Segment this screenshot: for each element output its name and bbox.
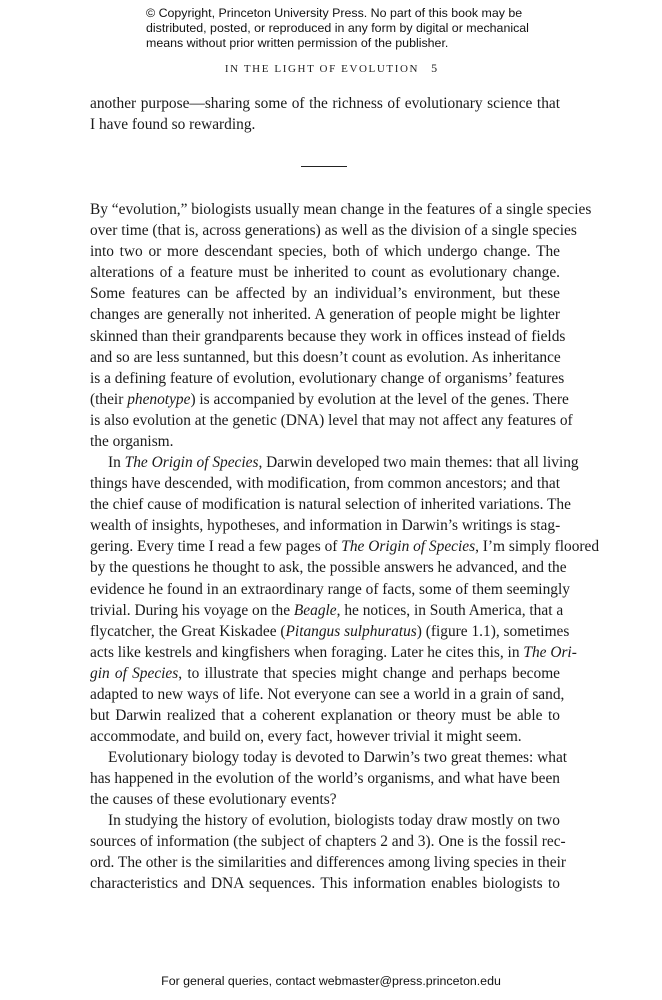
text-line: skinned than their grandparents because they work in offices instead of fields xyxy=(90,327,566,345)
text-line: alterations of a feature must be inherited to count as evolutionary change. xyxy=(90,264,560,282)
paragraph-3 xyxy=(90,747,568,810)
text-line: by the questions he thought to ask, the possible answers he advanced, and the xyxy=(90,559,567,577)
text-line: evidence he found in an extraordinary range of facts, some of them seemingly xyxy=(90,580,570,598)
paragraph-1 xyxy=(90,199,592,452)
text-line: is also evolution at the genetic (DNA) level that may not affect any features of xyxy=(90,411,573,429)
copyright-line: distributed, posted, or reproduced in any form by digital or mechanical xyxy=(146,21,529,35)
copyright-notice xyxy=(146,6,576,51)
copyright-line: © Copyright, Princeton University Press. No part of this book may be xyxy=(146,6,523,20)
intro-paragraph xyxy=(90,93,560,135)
text-line: trivial. During his voyage on the Beagle, he notices, in South America, that a xyxy=(90,601,564,619)
running-head xyxy=(0,61,662,76)
text-line: adapted to new ways of life. Not everyone can see a world in a grain of sand, xyxy=(90,686,565,704)
italic-phrase: gin of Species xyxy=(90,664,179,682)
text-line: In The Origin of Species, Darwin developed two main themes: that all living xyxy=(108,454,579,471)
text-line: and so are less suntanned, but this doesn’t count as evolution. As inheritance xyxy=(90,348,561,366)
text-line: changes are generally not inherited. A generation of people might be lighter xyxy=(90,306,560,324)
paragraph-4 xyxy=(90,810,566,894)
running-head-title: IN THE LIGHT OF EVOLUTION xyxy=(224,63,420,75)
text-line: gin of Species, to illustrate that species might change and perhaps become xyxy=(90,664,560,682)
text-line: sources of information (the subject of chapters 2 and 3). One is the fossil rec- xyxy=(90,833,566,851)
text-line: is a defining feature of evolution, evolutionary change of organisms’ features xyxy=(90,369,565,387)
text-line: accommodate, and build on, every fact, however trivial it might seem. xyxy=(90,728,522,746)
text-line: By “evolution,” biologists usually mean change in the features of a single species xyxy=(90,201,592,218)
text-line: the chief cause of modification is natural selection of inherited variations. The xyxy=(90,496,571,514)
text-line: another purpose—sharing some of the richness of evolutionary science that xyxy=(90,95,560,112)
text-line: acts like kestrels and kingfishers when foraging. Later he cites this, in The Ori- xyxy=(90,643,577,661)
text-line: ord. The other is the similarities and differences among living species in their xyxy=(90,854,566,872)
text-line: things have descended, with modification, from common ancestors; and that xyxy=(90,475,560,493)
text-line: into two or more descendant species, both of which undergo change. The xyxy=(90,243,560,261)
copyright-line: means without prior written permission of the publisher. xyxy=(146,36,449,50)
text-line: Some features can be affected by an individual’s environment, but these xyxy=(90,285,560,303)
italic-phrase: The Origin of Species xyxy=(124,454,259,471)
text-line: over time (that is, across generations) as well as the division of a single species xyxy=(90,222,577,240)
text-line: Evolutionary biology today is devoted to Darwin’s two great themes: what xyxy=(108,749,568,766)
italic-phrase: Beagle xyxy=(293,601,337,619)
text-line: has happened in the evolution of the world’s organisms, and what have been xyxy=(90,770,560,788)
footer-contact: For general queries, contact webmaster@press.princeton.edu xyxy=(161,974,501,988)
italic-phrase: The Ori- xyxy=(523,643,577,661)
text-line: characteristics and DNA sequences. This information enables biologists to xyxy=(90,875,560,893)
text-line: In studying the history of evolution, biologists today draw mostly on two xyxy=(108,812,560,829)
page-number: 5 xyxy=(431,61,438,75)
text-line: (their phenotype) is accompanied by evolution at the level of the genes. There xyxy=(90,390,569,408)
italic-phrase: Pitangus sulphuratus xyxy=(285,622,417,640)
text-line: I have found so rewarding. xyxy=(90,116,256,134)
text-line: flycatcher, the Great Kiskadee (Pitangus sulphuratus) (figure 1.1), sometimes xyxy=(90,622,570,640)
section-divider xyxy=(301,166,347,167)
italic-phrase: phenotype xyxy=(127,390,191,408)
text-line: the organism. xyxy=(90,433,174,451)
paragraph-2 xyxy=(90,452,600,747)
text-line: gering. Every time I read a few pages of The Origin of Species, I’m simply floored xyxy=(90,538,600,556)
text-line: but Darwin realized that a coherent explanation or theory must be able to xyxy=(90,707,560,725)
text-line: wealth of insights, hypotheses, and information in Darwin’s writings is stag- xyxy=(90,517,561,535)
italic-phrase: The Origin of Species xyxy=(341,538,476,556)
text-line: the causes of these evolutionary events? xyxy=(90,791,337,809)
